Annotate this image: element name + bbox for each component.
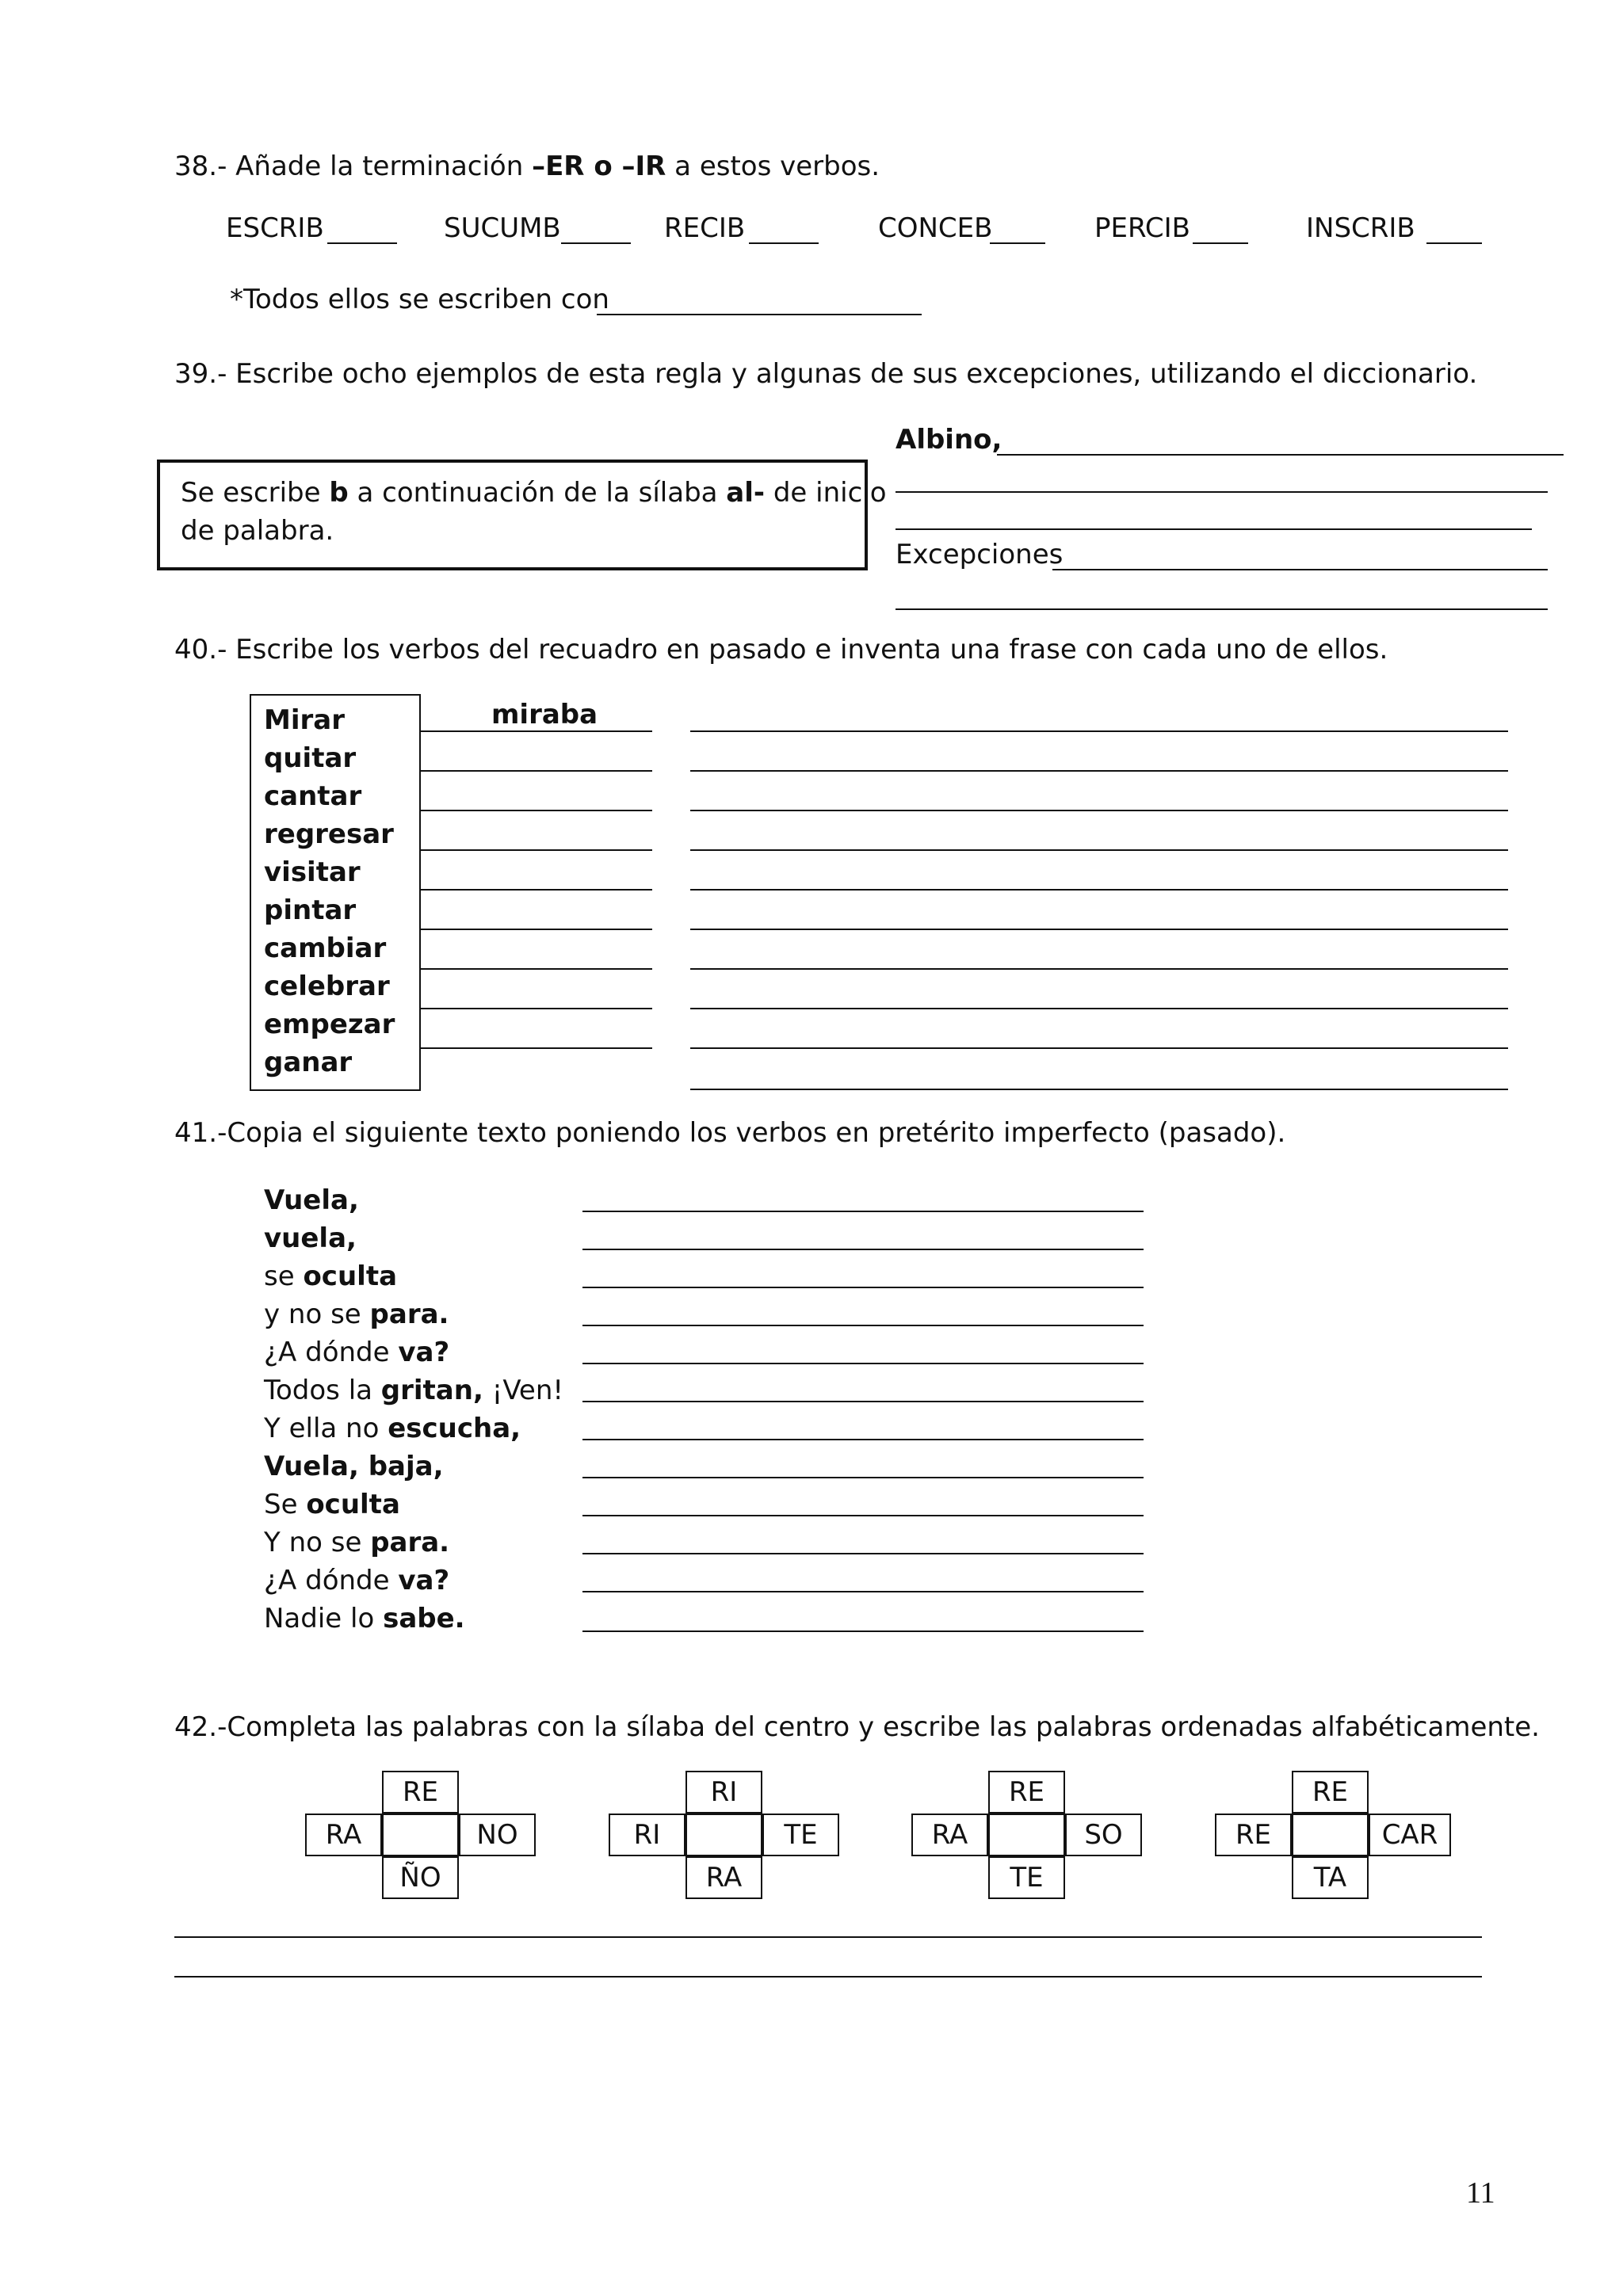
q38-blank-2[interactable]: [561, 242, 631, 244]
q41-answer-line[interactable]: [582, 1553, 1144, 1554]
q39-line-2[interactable]: [896, 491, 1548, 493]
q38-verb-4: CONCEB: [878, 212, 993, 244]
cross-1-bottom: ÑO: [382, 1856, 459, 1899]
q40-verb: regresar: [264, 818, 394, 850]
q40-verb: cantar: [264, 780, 362, 812]
cross-4-left: RE: [1215, 1814, 1292, 1856]
q38-verb-6: INSCRIB: [1306, 212, 1415, 244]
q40-sentence-line[interactable]: [690, 1047, 1508, 1049]
cross-4-right: CAR: [1369, 1814, 1451, 1856]
q42-title: 42.-Completa las palabras con la sílaba del centro y escribe las palabras ordenadas alfabéticamente.: [174, 1711, 1540, 1743]
q40-sentence-line[interactable]: [690, 849, 1508, 851]
q42-answer-line[interactable]: [174, 1976, 1482, 1978]
cross-2-center[interactable]: [685, 1814, 762, 1856]
q40-sentence-line[interactable]: [690, 1008, 1508, 1009]
q40-sentence-line[interactable]: [690, 968, 1508, 970]
cross-3-left: RA: [911, 1814, 988, 1856]
q40-verb: ganar: [264, 1047, 353, 1078]
q38-note: *Todos ellos se escriben con: [230, 284, 609, 315]
poem-line: Y no se para.: [264, 1527, 450, 1558]
q40-verb: cambiar: [264, 933, 387, 964]
q39-line-4[interactable]: [1052, 569, 1548, 570]
q38-verb-5: PERCIB: [1094, 212, 1191, 244]
q41-answer-line[interactable]: [582, 1249, 1144, 1250]
q41-answer-line[interactable]: [582, 1477, 1144, 1478]
q38-verb-1: ESCRIB: [226, 212, 324, 244]
poem-line: Todos la gritan, ¡Ven!: [264, 1375, 564, 1406]
cross-3-bottom: TE: [988, 1856, 1065, 1899]
q40-past-line[interactable]: [421, 810, 652, 811]
cross-2-top: RI: [685, 1771, 762, 1814]
cross-1-top: RE: [382, 1771, 459, 1814]
q40-verb: Mirar: [264, 704, 345, 736]
poem-line: Nadie lo sabe.: [264, 1603, 465, 1634]
q39-line-3[interactable]: [896, 528, 1532, 530]
q40-verb: pintar: [264, 894, 357, 926]
poem-line: vuela,: [264, 1222, 357, 1254]
q38-endings: –ER o –IR: [532, 151, 666, 182]
q39-exceptions-label: Excepciones: [896, 539, 1064, 570]
q38-blank-3[interactable]: [749, 242, 819, 244]
q40-sentence-line[interactable]: [690, 929, 1508, 930]
q40-verb: visitar: [264, 856, 361, 888]
q41-answer-line[interactable]: [582, 1211, 1144, 1212]
q40-past-line[interactable]: [421, 849, 652, 851]
poem-line: ¿A dónde va?: [264, 1565, 450, 1596]
poem-line: y no se para.: [264, 1299, 449, 1330]
q40-sentence-line[interactable]: [690, 889, 1508, 891]
q40-past-line[interactable]: [421, 968, 652, 970]
cross-2-bottom: RA: [685, 1856, 762, 1899]
cross-1-left: RA: [305, 1814, 382, 1856]
q40-verb: empezar: [264, 1009, 395, 1040]
q40-past-line[interactable]: [421, 1008, 652, 1009]
q41-answer-line[interactable]: [582, 1591, 1144, 1592]
q40-past-line[interactable]: [421, 1047, 652, 1049]
q40-verb: celebrar: [264, 971, 390, 1002]
q41-answer-line[interactable]: [582, 1325, 1144, 1326]
q38-blank-1[interactable]: [327, 242, 397, 244]
q40-past-line[interactable]: [421, 929, 652, 930]
cross-2-left: RI: [609, 1814, 685, 1856]
q40-sentence-line[interactable]: [690, 730, 1508, 732]
q38-text-a: Añade la terminación: [235, 151, 524, 182]
q38-text-b: a estos verbos.: [674, 151, 880, 182]
poem-line: Y ella no escucha,: [264, 1413, 521, 1444]
q40-title: 40.- Escribe los verbos del recuadro en pasado e inventa una frase con cada uno de ellos.: [174, 634, 1388, 666]
poem-line: Vuela, baja,: [264, 1451, 444, 1482]
q39-line-5[interactable]: [896, 608, 1548, 610]
q41-answer-line[interactable]: [582, 1401, 1144, 1402]
q40-past-line[interactable]: [421, 730, 652, 732]
q38-blank-4[interactable]: [990, 242, 1045, 244]
q40-sentence-line[interactable]: [690, 1089, 1508, 1090]
poem-line: ¿A dónde va?: [264, 1337, 450, 1368]
q38-verb-2: SUCUMB: [444, 212, 561, 244]
cross-3-top: RE: [988, 1771, 1065, 1814]
q39-example: Albino,: [896, 424, 1002, 456]
q40-past-line[interactable]: [421, 889, 652, 891]
cross-3-right: SO: [1065, 1814, 1142, 1856]
poem-line: se oculta: [264, 1261, 398, 1292]
q38-note-blank[interactable]: [597, 314, 922, 315]
q40-example-answer: miraba: [491, 699, 598, 730]
cross-3-center[interactable]: [988, 1814, 1065, 1856]
cross-2-right: TE: [762, 1814, 839, 1856]
cross-4-bottom: TA: [1292, 1856, 1369, 1899]
poem-line: Se oculta: [264, 1489, 400, 1520]
cross-4-center[interactable]: [1292, 1814, 1369, 1856]
q38-number: 38.-: [174, 151, 227, 182]
cross-4-top: RE: [1292, 1771, 1369, 1814]
poem-line: Vuela,: [264, 1184, 359, 1216]
q40-sentence-line[interactable]: [690, 770, 1508, 772]
cross-1-center[interactable]: [382, 1814, 459, 1856]
q40-past-line[interactable]: [421, 770, 652, 772]
q42-answer-line[interactable]: [174, 1936, 1482, 1938]
q41-answer-line[interactable]: [582, 1515, 1144, 1516]
q38-blank-5[interactable]: [1193, 242, 1248, 244]
q39-rule-line1: Se escribe b a continuación de la sílaba al- de inicio: [181, 477, 887, 509]
q41-title: 41.-Copia el siguiente texto poniendo los verbos en pretérito imperfecto (pasado).: [174, 1117, 1286, 1149]
q41-answer-line[interactable]: [582, 1630, 1144, 1632]
q38-blank-6[interactable]: [1426, 242, 1482, 244]
q39-line-1[interactable]: [997, 454, 1564, 456]
q38-title: [174, 151, 880, 183]
q41-answer-line[interactable]: [582, 1287, 1144, 1288]
page-number: 11: [1466, 2176, 1495, 2210]
q39-rule-line2: de palabra.: [181, 515, 334, 547]
q39-title: 39.- Escribe ocho ejemplos de esta regla y algunas de sus excepciones, utilizando el diccionario.: [174, 358, 1478, 390]
q40-verb: quitar: [264, 742, 357, 774]
q40-sentence-line[interactable]: [690, 810, 1508, 811]
cross-1-right: NO: [459, 1814, 536, 1856]
q38-verb-3: RECIB: [664, 212, 746, 244]
q41-answer-line[interactable]: [582, 1439, 1144, 1440]
q41-answer-line[interactable]: [582, 1363, 1144, 1364]
